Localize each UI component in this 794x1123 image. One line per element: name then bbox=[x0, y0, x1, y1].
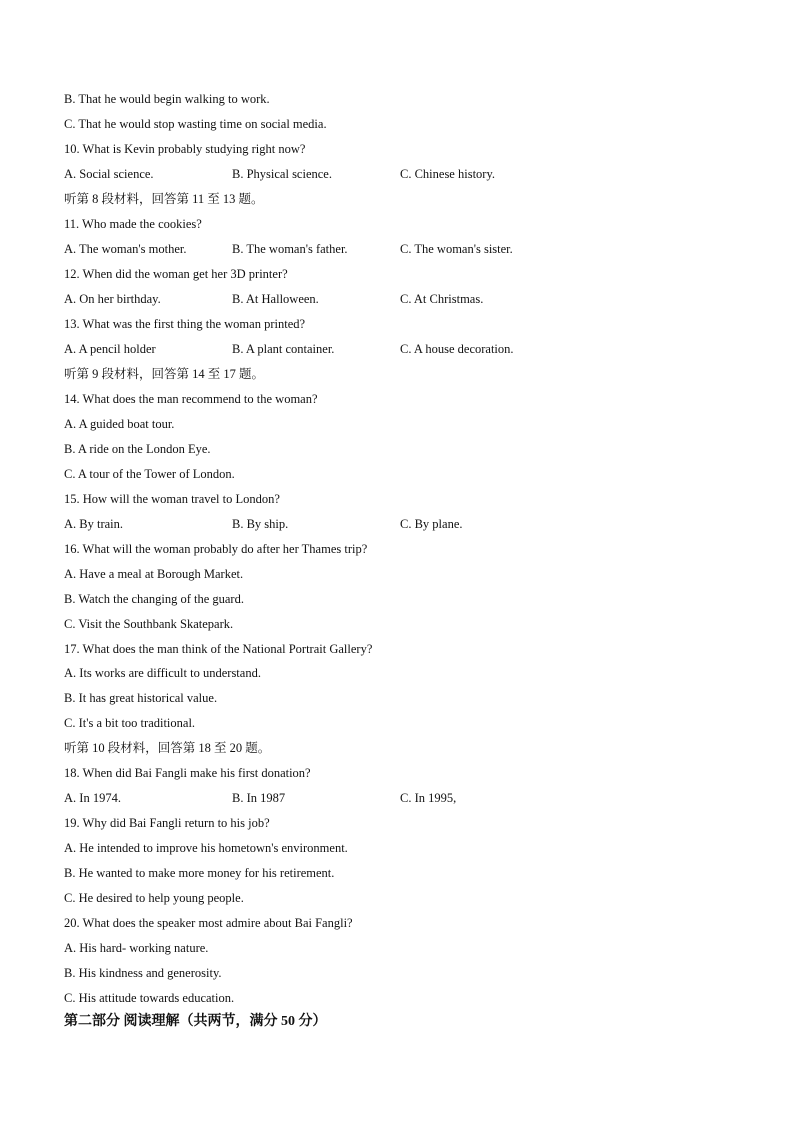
q17-option-c: C. It's a bit too traditional. bbox=[64, 716, 196, 730]
question-10: 10. What is Kevin probably studying right now? bbox=[64, 142, 306, 156]
section-10-instruction: 听第 10 段材料，回答第 18 至 20 题。 bbox=[64, 741, 271, 755]
q10-option-c: C. Chinese history. bbox=[400, 167, 496, 181]
question-20: 20. What does the speaker most admire about Bai Fangli? bbox=[64, 916, 353, 930]
question-17: 17. What does the man think of the National Portrait Gallery? bbox=[64, 642, 373, 656]
q18-option-a: A. In 1974. bbox=[64, 791, 121, 805]
q13-option-b: B. A plant container. bbox=[232, 342, 335, 356]
q17-option-b: B. It has great historical value. bbox=[64, 691, 218, 705]
q11-option-b: B. The woman's father. bbox=[232, 242, 348, 256]
question-16: 16. What will the woman probably do after her Thames trip? bbox=[64, 542, 368, 556]
q12-option-a: A. On her birthday. bbox=[64, 292, 161, 306]
section-9-instruction: 听第 9 段材料，回答第 14 至 17 题。 bbox=[64, 367, 265, 381]
q15-option-c: C. By plane. bbox=[400, 517, 463, 531]
q10-option-a: A. Social science. bbox=[64, 167, 154, 181]
q19-option-b: B. He wanted to make more money for his retirement. bbox=[64, 866, 335, 880]
question-12: 12. When did the woman get her 3D printer? bbox=[64, 267, 288, 281]
q12-option-b: B. At Halloween. bbox=[232, 292, 319, 306]
q19-option-c: C. He desired to help young people. bbox=[64, 891, 244, 905]
q14-option-b: B. A ride on the London Eye. bbox=[64, 442, 211, 456]
q19-option-a: A. He intended to improve his hometown's environment. bbox=[64, 841, 348, 855]
q15-option-a: A. By train. bbox=[64, 517, 124, 531]
q12-option-c: C. At Christmas. bbox=[400, 292, 484, 306]
q14-option-a: A. A guided boat tour. bbox=[64, 417, 175, 431]
q16-option-c: C. Visit the Southbank Skatepark. bbox=[64, 617, 234, 631]
q16-option-a: A. Have a meal at Borough Market. bbox=[64, 567, 244, 581]
q16-option-b: B. Watch the changing of the guard. bbox=[64, 592, 244, 606]
q15-option-b: B. By ship. bbox=[232, 517, 289, 531]
part-2-heading: 第二部分 阅读理解（共两节，满分 50 分） bbox=[64, 1014, 327, 1029]
question-19: 19. Why did Bai Fangli return to his job? bbox=[64, 816, 270, 830]
q18-option-b: B. In 1987 bbox=[232, 791, 286, 805]
q11-option-a: A. The woman's mother. bbox=[64, 242, 187, 256]
section-8-instruction: 听第 8 段材料，回答第 11 至 13 题。 bbox=[64, 192, 264, 206]
q13-option-c: C. A house decoration. bbox=[400, 342, 514, 356]
q18-option-c: C. In 1995, bbox=[400, 791, 457, 805]
question-18: 18. When did Bai Fangli make his first donation? bbox=[64, 766, 311, 780]
q13-option-a: A. A pencil holder bbox=[64, 342, 156, 356]
q11-option-c: C. The woman's sister. bbox=[400, 242, 513, 256]
q9-option-c: C. That he would stop wasting time on social media. bbox=[64, 117, 327, 131]
question-14: 14. What does the man recommend to the woman? bbox=[64, 392, 318, 406]
q14-option-c: C. A tour of the Tower of London. bbox=[64, 467, 235, 481]
question-13: 13. What was the first thing the woman printed? bbox=[64, 317, 306, 331]
q20-option-a: A. His hard- working nature. bbox=[64, 941, 209, 955]
q20-option-b: B. His kindness and generosity. bbox=[64, 966, 222, 980]
question-15: 15. How will the woman travel to London? bbox=[64, 492, 280, 506]
q10-option-b: B. Physical science. bbox=[232, 167, 332, 181]
q20-option-c: C. His attitude towards education. bbox=[64, 991, 235, 1005]
q9-option-b: B. That he would begin walking to work. bbox=[64, 92, 270, 106]
question-11: 11. Who made the cookies? bbox=[64, 217, 202, 231]
q17-option-a: A. Its works are difficult to understand. bbox=[64, 666, 261, 680]
